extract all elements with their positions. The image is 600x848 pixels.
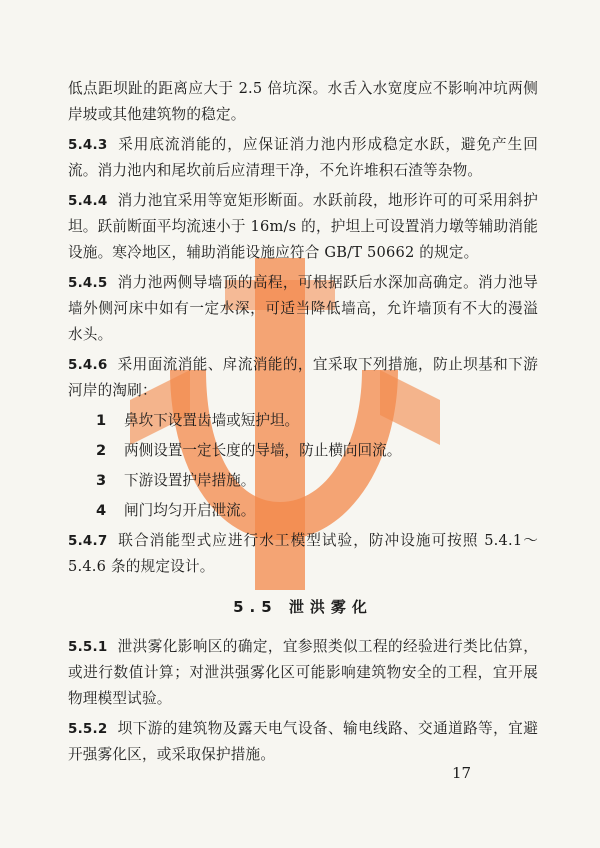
clause-5-4-6 — [68, 352, 538, 404]
clause-5-4-5 — [68, 270, 538, 348]
clause-text: 坝下游的建筑物及露天电气设备、输电线路、交通道路等，宜避开强雾化区，或采取保护措施。 — [68, 720, 538, 763]
clause-number: 5.4.6 — [68, 357, 108, 373]
clause-number: 5.4.5 — [68, 275, 108, 291]
clause-5-4-3 — [68, 132, 538, 184]
document-body — [68, 76, 538, 772]
paragraph-continued: 低点距坝趾的距离应大于 2.5 倍坑深。水舌入水宽度应不影响冲坑两侧岸坡或其他建筑物的稳定。 — [68, 80, 538, 123]
clause-5-5-2 — [68, 716, 538, 768]
clause-number: 5.5.2 — [68, 721, 108, 737]
clause-text: 消力池两侧导墙顶的高程，可根据跃后水深加高确定。消力池导墙外侧河床中如有一定水深，可适当降低墙高，允许墙顶有不大的漫溢水头。 — [68, 274, 538, 343]
clause-5-5-1 — [68, 634, 538, 712]
clause-number: 5.4.4 — [68, 193, 108, 209]
list-item: 2 两侧设置一定长度的导墙，防止横向回流。 — [96, 442, 402, 459]
clause-text: 采用底流消能的，应保证消力池内形成稳定水跃，避免产生回流。消力池内和尾坎前后应清理干净，不允许堆积石渣等杂物。 — [68, 136, 538, 179]
section-title: 5.5 泄洪雾化 — [233, 598, 373, 616]
clause-text: 消力池宜采用等宽矩形断面。水跃前段，地形许可的可采用斜护坦。跃前断面平均流速小于 16m/s 的，护坦上可设置消力墩等辅助消能设施。寒冷地区，辅助消能设施应符合 GB/T 50662 的规定。 — [68, 192, 538, 261]
list-item: 4 闸门均匀开启泄流。 — [96, 502, 256, 519]
clause-5-4-4 — [68, 188, 538, 266]
clause-number: 5.5.1 — [68, 639, 108, 655]
list-item: 3 下游设置护岸措施。 — [96, 472, 256, 489]
clause-text: 泄洪雾化影响区的确定，宜参照类似工程的经验进行类比估算，或进行数值计算；对泄洪强雾化区可能影响建筑物安全的工程，宜开展物理模型试验。 — [68, 638, 538, 707]
list-item: 1 鼻坎下设置齿墙或短护坦。 — [96, 412, 300, 429]
page-number: 17 — [452, 764, 472, 782]
clause-text: 联合消能型式应进行水工模型试验，防冲设施可按照 5.4.1～5.4.6 条的规定设计。 — [68, 532, 538, 575]
clause-5-4-7 — [68, 528, 538, 580]
clause-number: 5.4.3 — [68, 137, 108, 153]
clause-number: 5.4.7 — [68, 533, 108, 549]
clause-text: 采用面流消能、戽流消能的，宜采取下列措施，防止坝基和下游河岸的淘刷： — [68, 356, 538, 399]
